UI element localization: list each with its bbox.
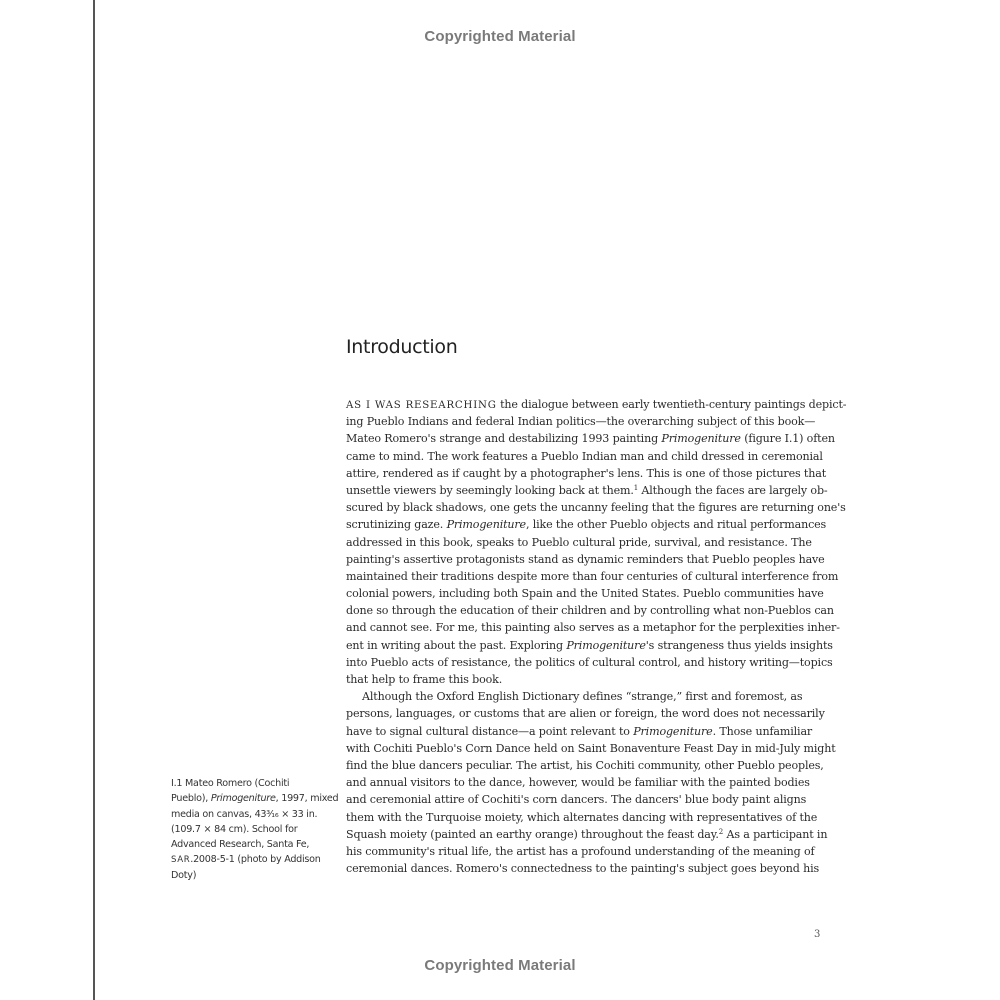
caption-line: SAR.2008-5-1 (photo by Addison [171, 854, 321, 866]
body-line: Squash moiety (painted an earthy orange) throughout the feast day.$^2$ As a participant in [346, 827, 828, 841]
caption-line: (109.7 × 84 cm). School for [171, 823, 298, 835]
body-line: and ceremonial attire of Cochiti's corn dancers. The dancers' blue body paint aligns [346, 793, 807, 807]
body-line: colonial powers, including both Spain and the United States. Pueblo communities have [346, 587, 824, 601]
artwork-title: Primogeniture [210, 793, 276, 805]
body-line: and cannot see. For me, this painting also serves as a metaphor for the perplexities inher- [346, 621, 840, 635]
body-line: AS I WAS RESEARCHING the dialogue between early twentieth-century paintings depict- [346, 398, 847, 411]
figure-caption [171, 776, 339, 883]
body-line: painting's assertive protagonists stand as dynamic reminders that Pueblo peoples have [346, 552, 825, 566]
body-line: done so through the education of their children and by controlling what non-Pueblos can [346, 604, 834, 618]
watermark-top: Copyrighted Material [424, 28, 576, 45]
footnote-ref[interactable]: 2 [718, 827, 724, 836]
caption-line: media on canvas, 43³⁄₁₆ × 33 in. [171, 808, 318, 820]
body-text [346, 396, 847, 877]
body-line: addressed in this book, speaks to Pueblo cultural pride, survival, and resistance. The [346, 535, 812, 549]
body-line: his community's ritual life, the artist has a profound understanding of the meaning of [346, 844, 815, 858]
body-line: into Pueblo acts of resistance, the politics of cultural control, and history writing—topics [346, 655, 833, 669]
body-line: persons, languages, or customs that are alien or foreign, the word does not necessarily [346, 707, 825, 721]
body-line: Mateo Romero's strange and destabilizing 1993 painting Primogeniture (figure I.1) often [346, 432, 835, 446]
body-line: unsettle viewers by seemingly looking back at them.$^1$ Although the faces are largely ob- [346, 483, 828, 497]
watermark-bottom: Copyrighted Material [424, 957, 576, 974]
body-line: scrutinizing gaze. Primogeniture, like the other Pueblo objects and ritual performances [346, 518, 827, 532]
body-line: Although the Oxford English Dictionary defines “strange,” first and foremost, as [362, 690, 803, 704]
body-line: ceremonial dances. Romero's connectedness to the painting's subject goes beyond his [346, 862, 820, 876]
body-line: attire, rendered as if caught by a photographer's lens. This is one of those pictures that [346, 466, 826, 480]
body-line: and annual visitors to the dance, however, would be familiar with the painted bodies [346, 776, 810, 790]
body-line: have to signal cultural distance—a point relevant to Primogeniture. Those unfamiliar [346, 724, 813, 738]
page-gutter-line [93, 0, 95, 1000]
body-line: that help to frame this book. [346, 673, 503, 686]
chapter-title: Introduction [346, 336, 458, 358]
caption-line: Doty) [171, 869, 197, 881]
footnote-ref[interactable]: 1 [633, 483, 639, 492]
body-line: came to mind. The work features a Pueblo Indian man and child dressed in ceremonial [346, 449, 823, 463]
body-line: them with the Turquoise moiety, which alternates dancing with representatives of the [346, 810, 818, 824]
body-line: find the blue dancers peculiar. The artist, his Cochiti community, other Pueblo peoples, [346, 758, 824, 772]
caption-line: Advanced Research, Santa Fe, [171, 839, 310, 851]
artwork-title: Primogeniture [566, 638, 646, 652]
body-line: scured by black shadows, one gets the uncanny feeling that the figures are returning one's [346, 501, 846, 515]
artwork-title: Primogeniture [633, 724, 713, 738]
caption-line: I.1 Mateo Romero (Cochiti [171, 778, 290, 789]
body-line: ing Pueblo Indians and federal Indian politics—the overarching subject of this book— [346, 415, 816, 429]
body-line: with Cochiti Pueblo's Corn Dance held on Saint Bonaventure Feast Day in mid-July might [346, 741, 836, 755]
lead-in-smallcaps: AS I WAS RESEARCHING [346, 400, 497, 411]
body-line: maintained their traditions despite more than four centuries of cultural interference from [346, 569, 839, 583]
body-line: ent in writing about the past. Exploring Primogeniture's strangeness thus yields insights [346, 638, 833, 652]
artwork-title: Primogeniture [661, 432, 741, 446]
artwork-title: Primogeniture [446, 518, 526, 532]
page-number: 3 [814, 929, 821, 940]
caption-line: Pueblo), Primogeniture, 1997, mixed [171, 793, 339, 805]
